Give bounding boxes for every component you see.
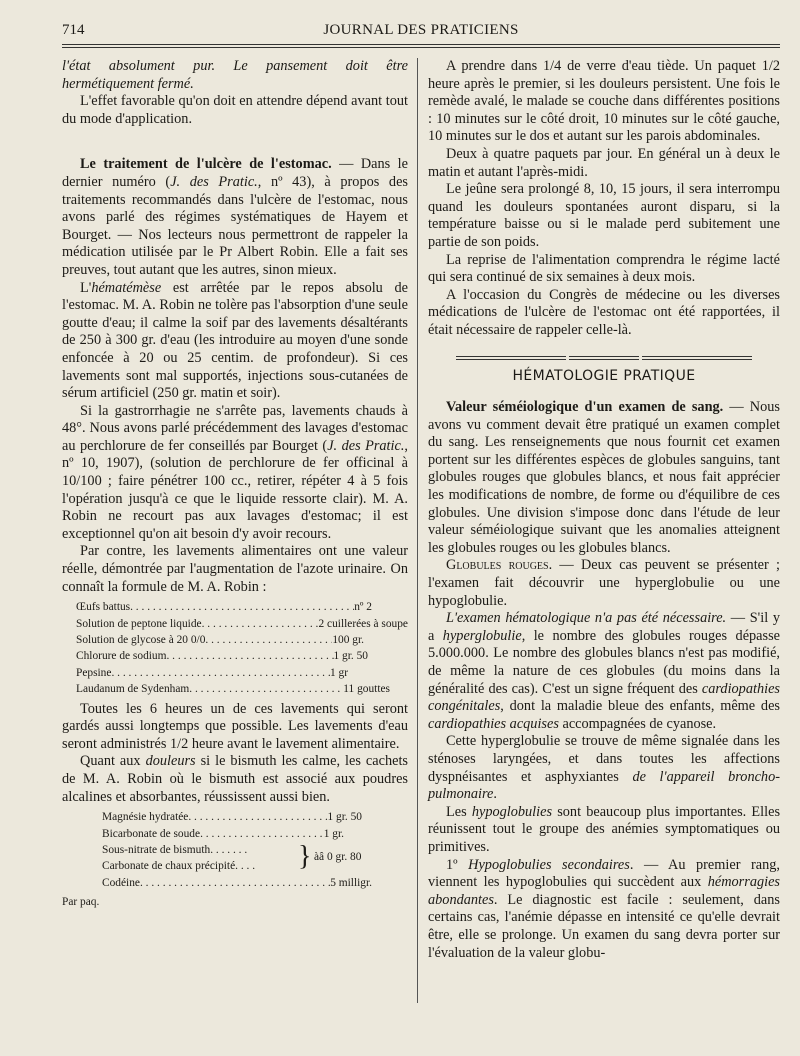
formula-row: Magnésie hydratée . . . 1 gr. 50 <box>102 809 372 825</box>
page-number: 714 <box>62 22 85 38</box>
paragraph: 1º Hypoglobulies secondaires. — Au premier rang, viennent les hypoglobulies qui succèdent aux hémorragies abondantes. Le diagnostic est facile : seulement, dans certains cas, l'anémie dépasse en intensité ce qu'elle devrait être, elle se prolonge. Un examen du sang devra porter sur l'évaluation de la valeur globu- <box>428 856 780 961</box>
formula-row: Œufs battus . . . nº 2 <box>76 599 408 615</box>
brace-value: àâ 0 gr. 80 <box>314 851 362 864</box>
right-column <box>428 58 780 962</box>
formula-row: Laudanum de Sydenham . . . 11 gouttes <box>76 681 408 697</box>
article-heading: Valeur séméiologique d'un examen de sang. <box>446 399 724 416</box>
paragraph: L'examen hématologique n'a pas été nécessaire. — S'il y a hyperglobulie, le nombre des globules rouges dépasse 5.000.000. Le nombre des globules blancs n'est pas modifié, de même la nature de ces globules (du moins dans la généralité des cas). C'est un signe fréquent des cardiopathies congénitales, dont la maladie bleue des enfants, même des cardiopathies acquises accompagnées de cyanose. <box>428 610 781 732</box>
paragraph: L'hématémèse est arrêtée par le repos absolu de l'estomac. M. A. Robin ne tolère pas l'absorption d'une seule goutte d'eau; il calme la soif par des lavements désaltérants de 250 à 300 gr. d'eau (les introduire au moyen d'une sonde enfoncée à 20 ou 25 centim. de profondeur). Si ces lavements sont mal supportés, injections sous-cutanées de sérum artificiel (250 gr. matin et soir). <box>62 279 408 402</box>
formula-row: Bicarbonate de soude . . . 1 gr. <box>102 826 372 842</box>
paragraph: Le traitement de l'ulcère de l'estomac. — Dans le dernier numéro (J. des Pratic., nº 43), à propos des traitements recommandés dans l'ulcère de l'estomac, nous avons parlé des régimes systématiques de Hayem et Bourget. — Nos lecteurs nous permettront de rappeler la médication utilisée par le Pr Albert Robin. Elle a fait ses preuves, tout autant que les autres, sinon mieux. <box>62 156 408 278</box>
per-pack-note: Par paq. <box>62 896 100 909</box>
paragraph: Quant aux douleurs si le bismuth les calme, les cachets de M. A. Robin où le bismuth est associé aux poudres alcalines et absorbantes, réussissent aussi bien. <box>62 753 408 805</box>
paragraph: Globules rouges. — Deux cas peuvent se présenter ; l'examen fait découvrir une hyperglobulie ou une hypoglobulie. <box>428 557 780 609</box>
formula-table-cachets <box>102 809 372 891</box>
formula-row: Pepsine . . . 1 gr <box>76 665 408 681</box>
paragraph: Deux à quatre paquets par jour. En général un à deux le matin et autant l'après-midi. <box>428 145 780 180</box>
paragraph: Si la gastrorrhagie ne s'arrête pas, lavements chauds à 48°. Nous avons parlé précédemment des lavages d'estomac au perchlorure de fer conseillés par Bourget (J. des Pratic., nº 10, 1907), (solution de perchlorure de fer officinal à 10/100 ; faire pénétrer 100 cc., retirer, répéter 4 à 5 fois l'opération jusqu'à ce que le liquide ressorte clair). M. A. Robin ne recourt pas aux lavages d'estomac; il est exceptionnel qu'on ait besoin d'y avoir recours. <box>62 402 408 542</box>
brace-icon: } <box>298 841 312 873</box>
paragraph: Valeur séméiologique d'un examen de sang. — Nous avons vu comment devait être pratiqué un examen complet du sang. Les renseignements que nous fournit cet examen portent sur les différentes espèces de globules sanguins, tant globules rouges que globules blancs, et nous fait apprécier les modifications de nombre, de forme ou d'équilibre de ces globules. Une division s'impose donc dans l'étude de leur valeur séméiologique suivant que les anomalies atteignent les globules rouges ou les globules blancs. <box>428 399 780 556</box>
formula-row: Carbonate de chaux précipité . . . <box>102 858 372 874</box>
left-column <box>62 58 408 912</box>
section-title: HÉMATOLOGIE PRATIQUE <box>512 367 696 384</box>
paragraph: Le jeûne sera prolongé 8, 10, 15 jours, il sera interrompu quand les douleurs spontanées auront disparu, si la température baisse ou si le malade perd subitement une partie de son poids. <box>428 181 780 250</box>
paragraph: L'effet favorable qu'on doit en attendre dépend avant tout du mode d'application. <box>62 93 408 127</box>
article-heading: Le traitement de l'ulcère de l'estomac. <box>80 156 332 173</box>
section-ornament <box>428 356 780 360</box>
formula-row: Sous-nitrate de bismuth . . . <box>102 842 372 858</box>
formula-row: Solution de glycose à 20 0/0 . . . 100 gr. <box>76 632 408 648</box>
paragraph: La reprise de l'alimentation comprendra le régime lacté qui sera continué de six semaines à deux mois. <box>428 251 780 286</box>
header-rule <box>62 44 780 48</box>
paragraph: Toutes les 6 heures un de ces lavements qui seront gardés aussi longtemps que possible. Les lavements d'eau seront administrés 1/2 heure avant le lavement alimentaire. <box>62 700 408 752</box>
page-header <box>62 20 780 42</box>
paragraph: A prendre dans 1/4 de verre d'eau tiède. Un paquet 1/2 heure après le premier, si les douleurs persistent. Une fois le remède avalé, le malade se couche dans différentes positions : 10 minutes sur le côté droit, 10 minutes sur le côté gauche, 10 minutes sur le dos et autant sur les parois abdominales. <box>428 58 780 145</box>
column-divider <box>417 58 418 1003</box>
paragraph: Par contre, les lavements alimentaires ont une valeur réelle, démontrée par l'augmentation de l'azote urinaire. On connaît la formule de M. A. Robin : <box>62 543 408 595</box>
formula-row: Chlorure de sodium . . . 1 gr. 50 <box>76 648 408 664</box>
paragraph: Les hypoglobulies sont beaucoup plus importantes. Elles réunissent tout le groupe des anémies symptomatiques ou primitives. <box>428 803 781 855</box>
journal-title: JOURNAL DES PRATICIENS <box>323 22 519 38</box>
paragraph: A l'occasion du Congrès de médecine ou les diverses médications de l'ulcère de l'estomac ont été rapportées, il était nécessaire de rappeler celle-là. <box>428 286 780 338</box>
formula-table <box>76 599 408 697</box>
paragraph: l'état absolument pur. Le pansement doit être hermétiquement fermé. <box>62 58 408 92</box>
paragraph: Cette hyperglobulie se trouve de même signalée dans les sténoses laryngées, et dans toutes les affections dyspnéisantes et asphyxiantes de l'appareil broncho-pulmonaire. <box>428 733 780 803</box>
formula-row: Solution de peptone liquide . . . 2 cuillerées à soupe <box>76 616 408 632</box>
formula-row: Codéine . . . 5 milligr. <box>102 875 372 891</box>
